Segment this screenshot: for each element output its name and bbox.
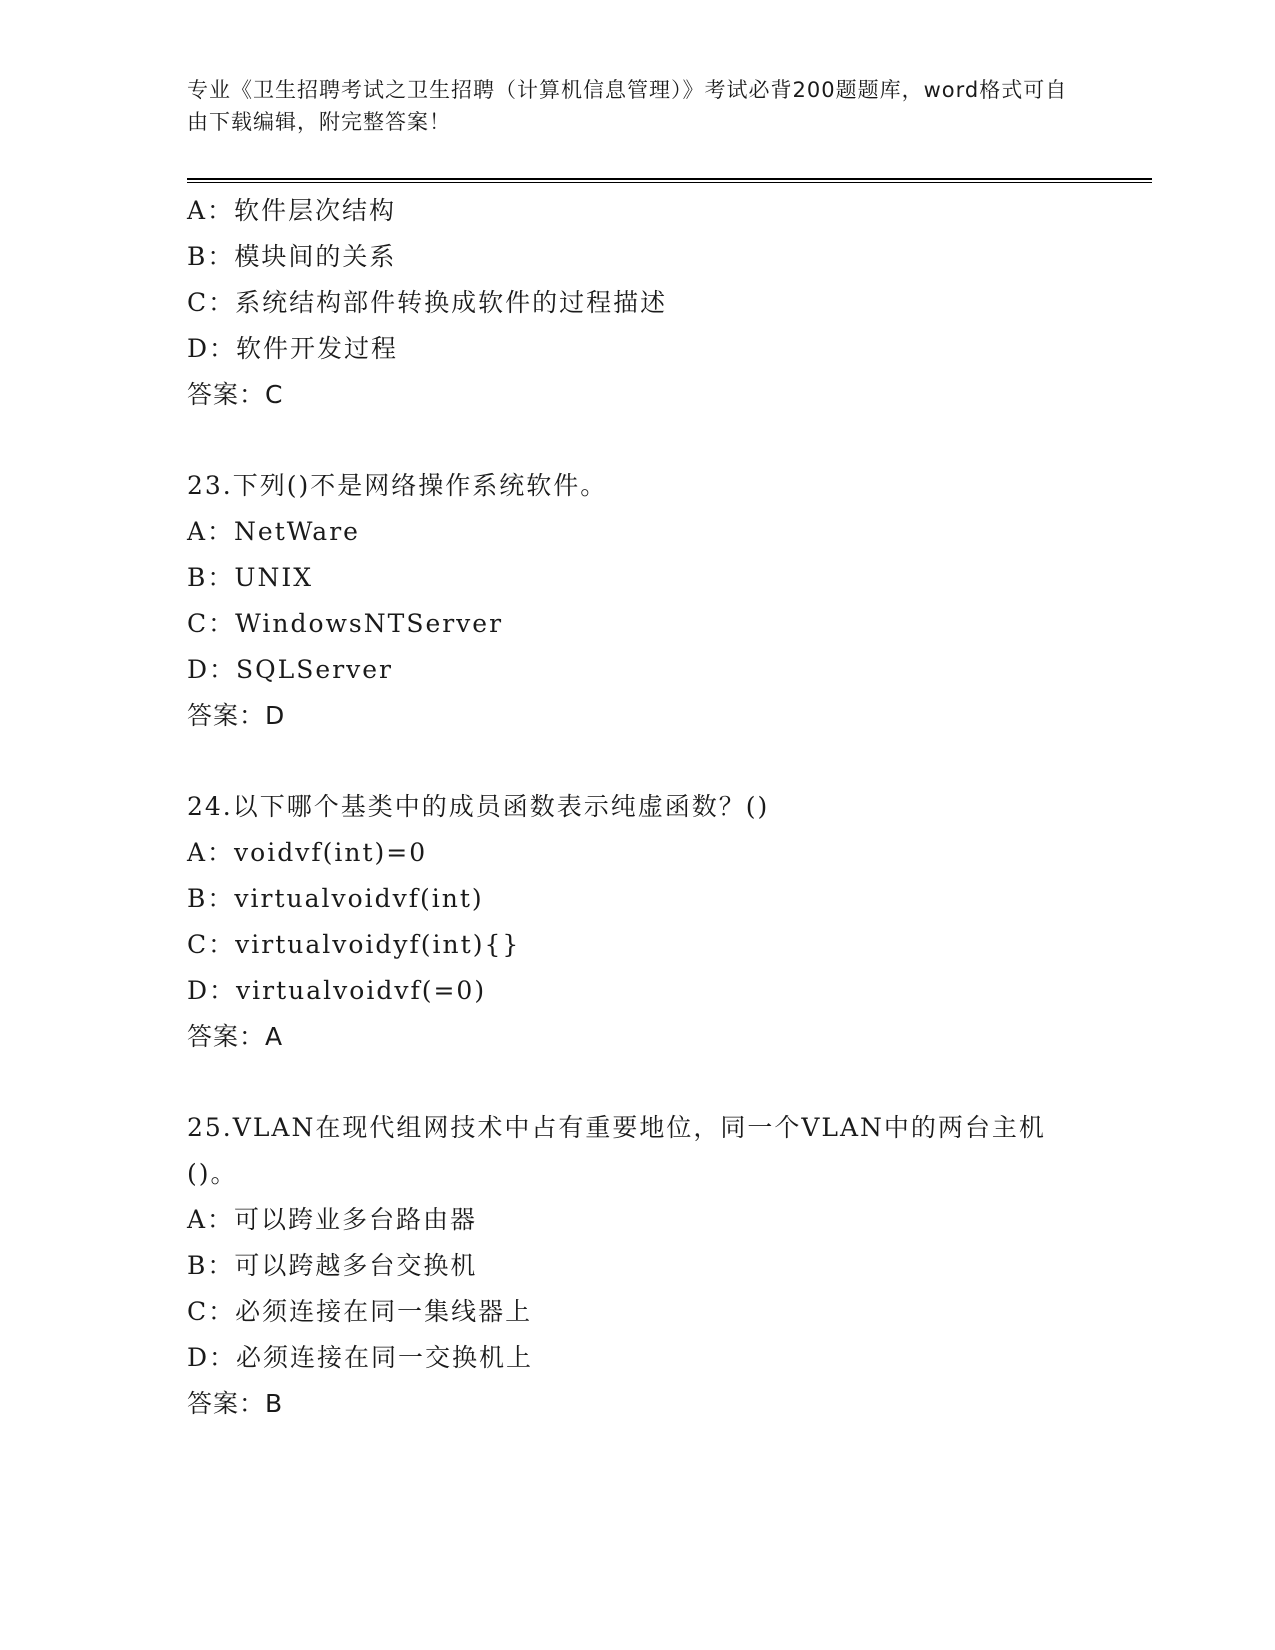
- answer: 答案：C: [187, 380, 284, 409]
- question-text: 24.以下哪个基类中的成员函数表示纯虚函数？(): [187, 792, 770, 821]
- option-b: B：可以跨越多台交换机: [187, 1251, 478, 1280]
- option-c: C：WindowsNTServer: [187, 609, 504, 638]
- option-c: C：必须连接在同一集线器上: [187, 1297, 533, 1326]
- question-text: 25.VLAN在现代组网技术中占有重要地位，同一个VLAN中的两台主机()。: [187, 1113, 1046, 1188]
- option-b: B：模块间的关系: [187, 242, 397, 271]
- option-d: D：SQLServer: [187, 655, 394, 684]
- question-25: [187, 1105, 1147, 1427]
- question-list: [187, 188, 1147, 1427]
- option-b: B：virtualvoidvf(int): [187, 884, 484, 913]
- spacer: [187, 1060, 1147, 1105]
- answer: 答案：B: [187, 1389, 284, 1418]
- option-c: C：virtualvoidyf(int){}: [187, 930, 521, 959]
- option-d: D：必须连接在同一交换机上: [187, 1343, 534, 1372]
- spacer: [187, 418, 1147, 463]
- document-header: 专业《卫生招聘考试之卫生招聘（计算机信息管理）》考试必背200题题库，word格式可自由下载编辑，附完整答案！: [187, 78, 1068, 134]
- question-22: [187, 188, 1147, 418]
- question-23: [187, 463, 1147, 739]
- header-rule-top: [187, 178, 1152, 180]
- question-24: [187, 784, 1147, 1060]
- option-d: D：virtualvoidvf(=0): [187, 976, 487, 1005]
- option-a: A：软件层次结构: [187, 196, 397, 225]
- spacer: [187, 739, 1147, 784]
- answer: 答案：D: [187, 701, 286, 730]
- option-c: C：系统结构部件转换成软件的过程描述: [187, 288, 668, 317]
- option-a: A：NetWare: [187, 517, 360, 546]
- option-a: A：可以跨业多台路由器: [187, 1205, 478, 1234]
- option-a: A：voidvf(int)=0: [187, 838, 428, 867]
- header-rule-bottom: [187, 182, 1152, 183]
- option-b: B：UNIX: [187, 563, 313, 592]
- question-text: 23.下列()不是网络操作系统软件。: [187, 471, 608, 500]
- answer: 答案：A: [187, 1022, 284, 1051]
- option-d: D：软件开发过程: [187, 334, 399, 363]
